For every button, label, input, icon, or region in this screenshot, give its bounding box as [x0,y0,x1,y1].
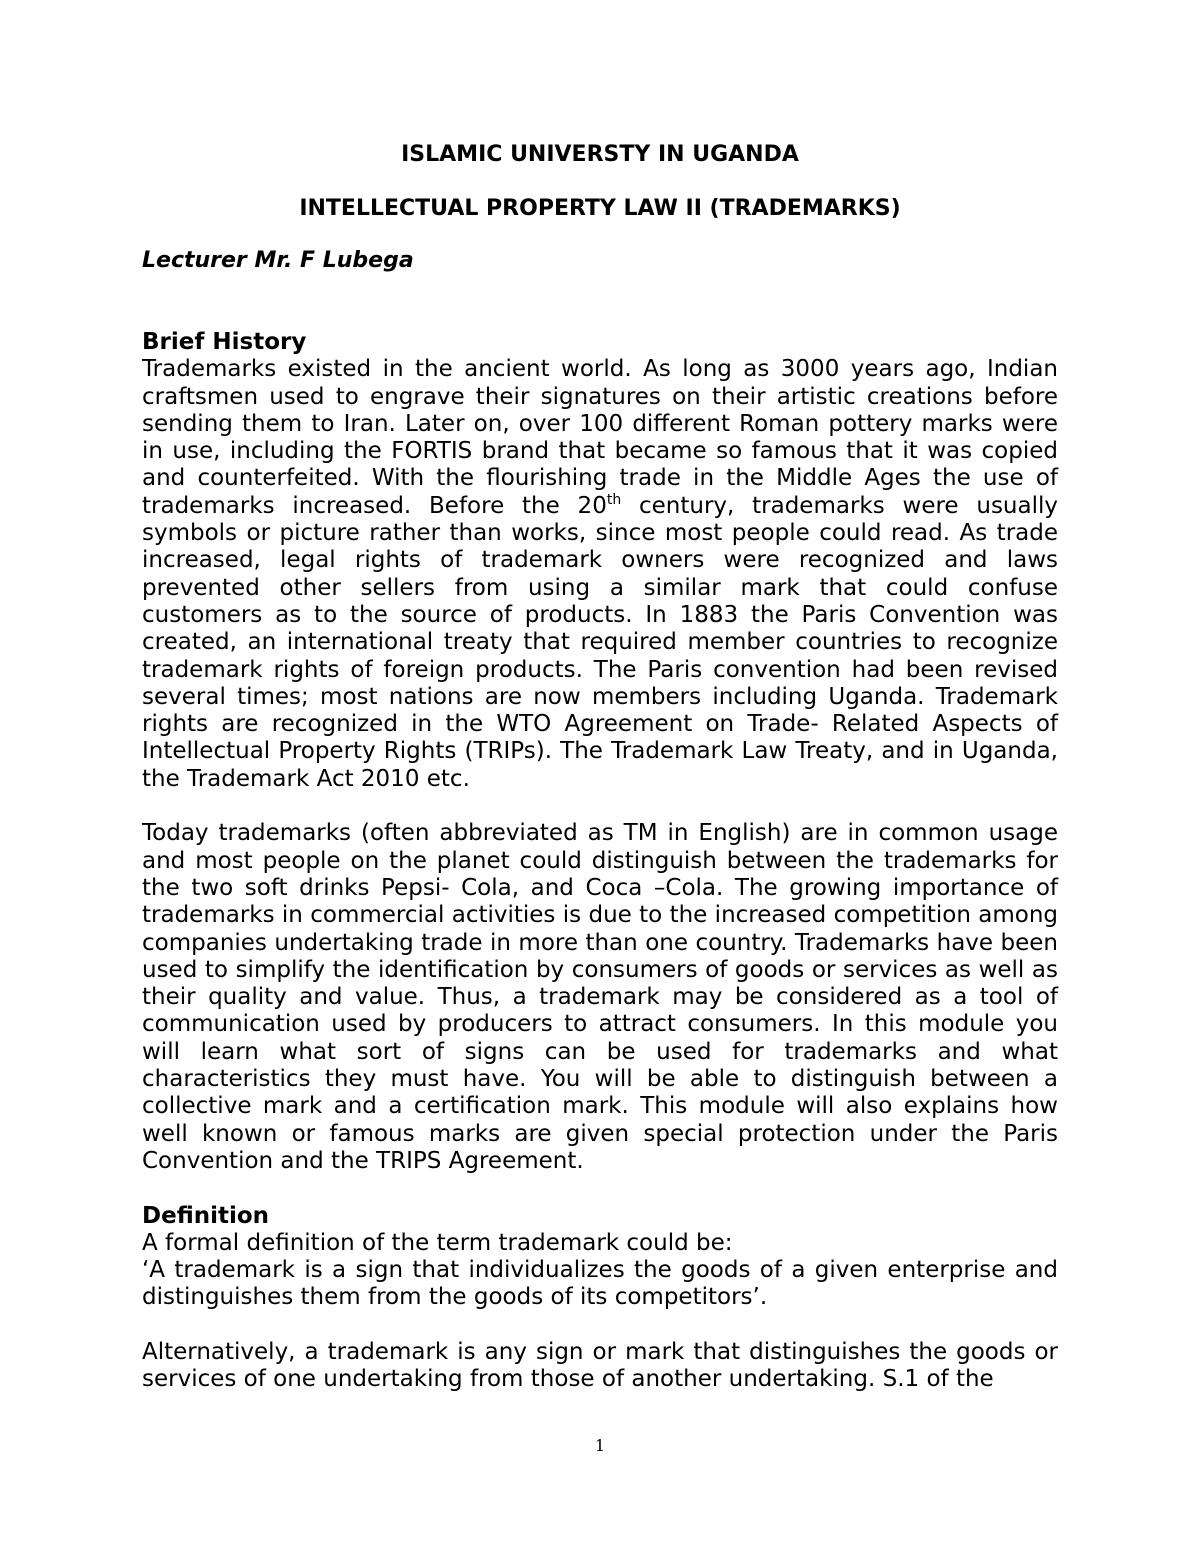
history-paragraph-2: Today trademarks (often abbreviated as TM in English) are in common usage and most people on the planet could distinguish between the trademarks for the two soft drinks Pepsi- Cola, and Coca –Cola. The growing importance of trademarks in commercial activities is due to the increased competition among companies undertaking trade in more than one country. Trademarks have been used to simplify the identification by consumers of goods or services as well as their quality and value. Thus, a trademark may be considered as a tool of communication used by producers to attract consumers. In this module you will learn what sort of signs can be used for trademarks and what characteristics they must have. You will be able to distinguish between a collective mark and a certification mark. This module will also explains how well known or famous marks are given special protection under the Paris Convention and the TRIPS Agreement. [142,820,1058,1174]
history-paragraph-1 [142,356,1058,793]
ordinal-superscript: th [606,491,622,508]
history-paragraph-1-text-a: Trademarks existed in the ancient world. As long as 3000 years ago, Indian craftsmen used to engrave their signatures on their artistic creations before sending them to Iran. Later on, over 100 different Roman pottery marks were in use, including the FORTIS brand that became so famous that it was copied and counterfeited. With the flourishing trade in the Middle Ages the use of trademarks increased. Before the 20 [142,356,1058,519]
history-paragraph-1-text-b: century, trademarks were usually symbols or picture rather than works, since most people could read. As trade increased, legal rights of trademark owners were recognized and laws prevented other sellers from using a similar mark that could confuse customers as to the source of products. In 1883 the Paris Convention was created, an international treaty that required member countries to recognize trademark rights of foreign products. The Paris convention had been revised several times; most nations are now members including Uganda. Trademark rights are recognized in the WTO Agreement on Trade- Related Aspects of Intellectual Property Rights (TRIPs). The Trademark Law Treaty, and in Uganda, the Trademark Act 2010 etc. [142,492,1058,792]
definition-paragraph-2: Alternatively, a trademark is any sign or mark that distinguishes the goods or services of one undertaking from those of another undertaking. S.1 of the [142,1338,1058,1393]
definition-quote: ‘A trademark is a sign that individualizes the goods of a given enterprise and distinguishes them from the goods of its competitors’. [142,1257,1058,1311]
course-title: INTELLECTUAL PROPERTY LAW II (TRADEMARKS) [299,196,901,221]
lecturer-line: Lecturer Mr. F Lubega [142,248,414,273]
history-heading: Brief History [142,329,307,355]
page-number: 1 [594,1436,606,1455]
definition-intro: A formal definition of the term trademark could be: [142,1229,733,1256]
page-content [142,140,1058,1394]
university-title: ISLAMIC UNIVERSTY IN UGANDA [401,142,799,167]
definition-heading: Definition [142,1202,270,1229]
